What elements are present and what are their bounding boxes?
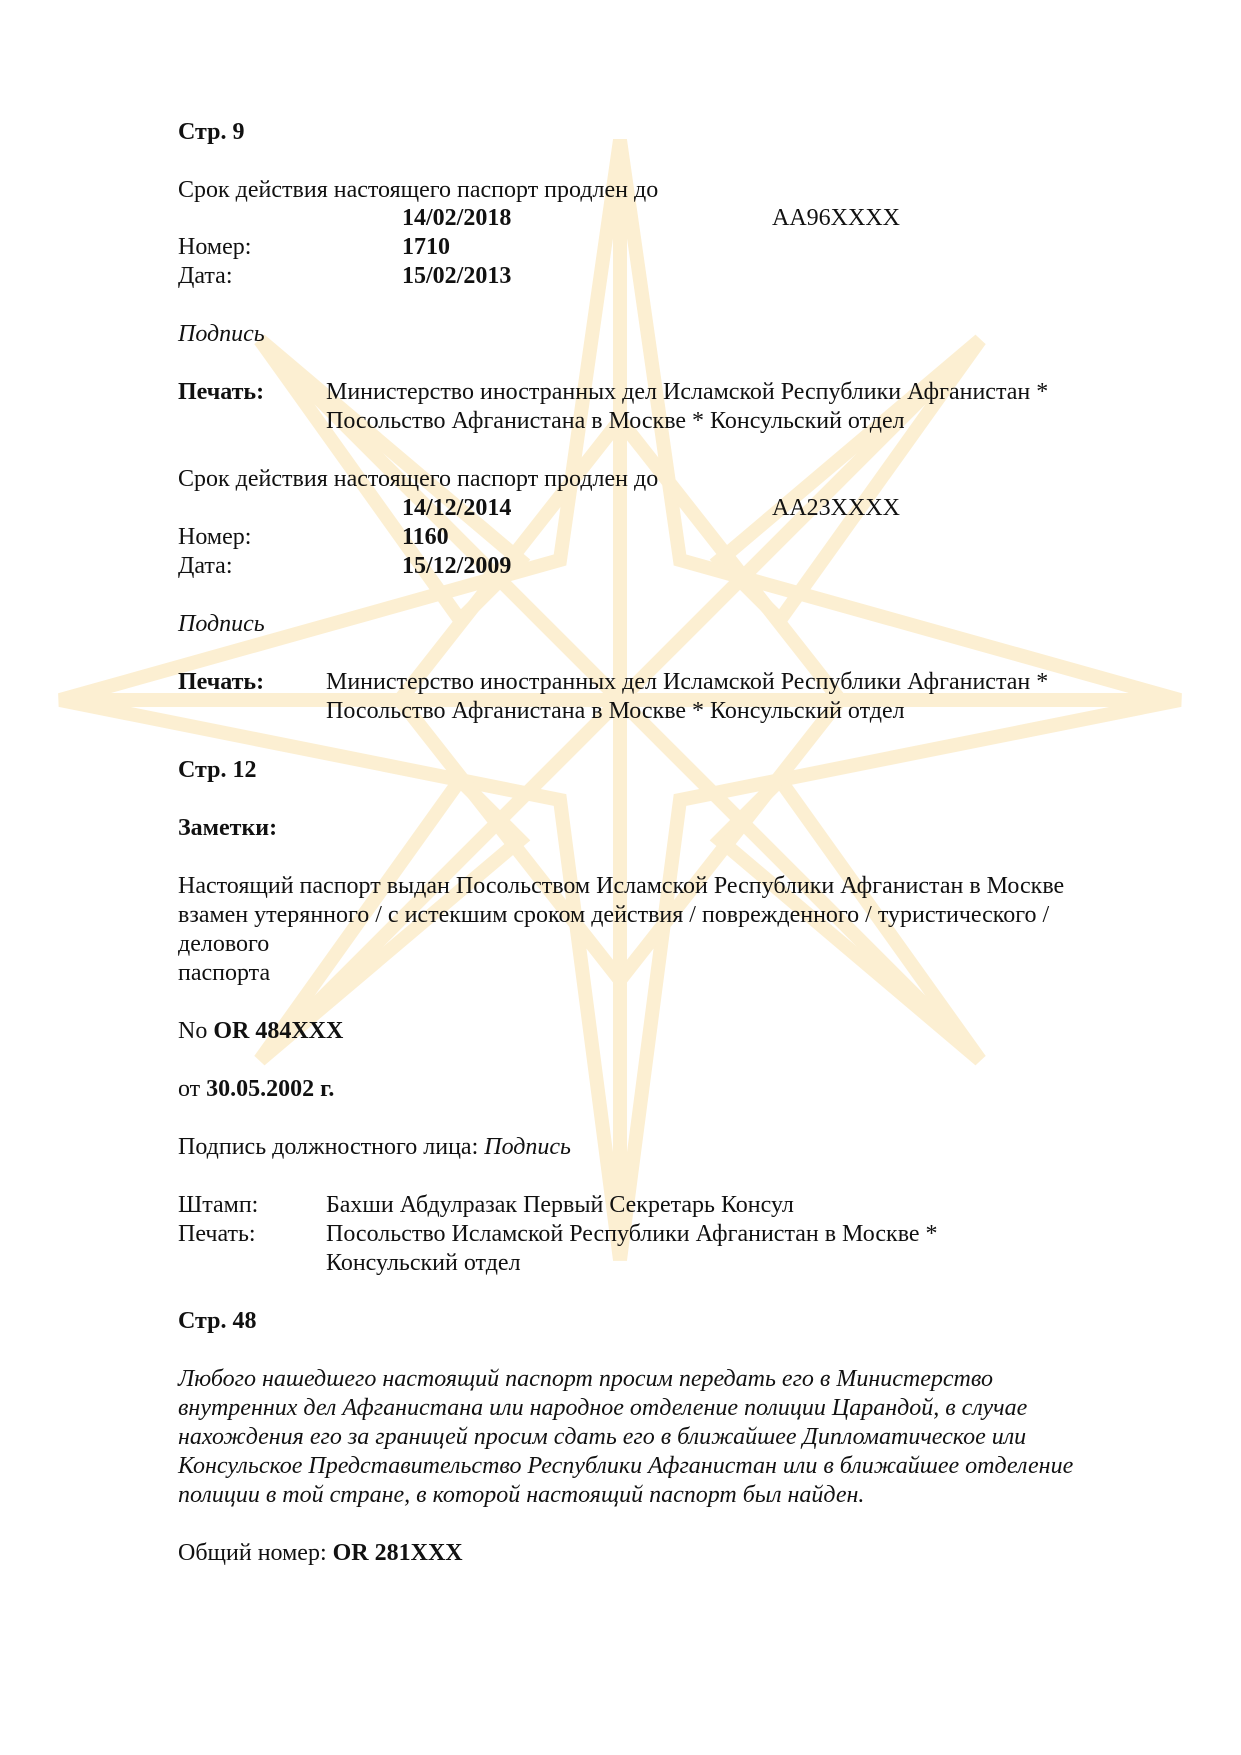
ext1-seal-line1: Министерство иностранных дел Исламской Республики Афганистан * xyxy=(326,379,1049,405)
ext1-number: 1710 xyxy=(402,234,450,260)
stamp-label: Штамп: xyxy=(178,1192,259,1218)
notes-line: взамен утерянного / с истекшим сроком действия / поврежденного / туристического / xyxy=(178,902,1050,928)
ext2-date-label: Дата: xyxy=(178,553,233,579)
ext2-date: 15/12/2009 xyxy=(402,553,512,579)
old-passport-number xyxy=(178,1017,343,1045)
ext1-intro: Срок действия настоящего паспорт продлен до xyxy=(178,177,659,203)
page48-heading: Стр. 48 xyxy=(178,1308,257,1334)
ext1-date: 15/02/2013 xyxy=(402,263,512,289)
from-prefix: от xyxy=(178,1076,201,1102)
ext2-number: 1160 xyxy=(402,524,449,550)
ext1-date-label: Дата: xyxy=(178,263,233,289)
finder-paragraph-line: Консульское Представительство Республики Афганистан или в ближайшее отделение xyxy=(178,1453,1074,1479)
ext1-code: AA96XXXX xyxy=(772,205,900,231)
finder-paragraph-line: полиции в той стране, в которой настоящий паспорт был найден. xyxy=(178,1482,865,1508)
finder-paragraph-line: нахождения его за границей просим сдать его в ближайшее Дипломатическое или xyxy=(178,1424,1027,1450)
no-prefix: No xyxy=(178,1018,208,1044)
official-sig-label: Подпись должностного лица: xyxy=(178,1134,479,1160)
ext1-seal-line2: Посольство Афганистана в Москве * Консульский отдел xyxy=(326,408,905,434)
ext2-intro: Срок действия настоящего паспорт продлен до xyxy=(178,466,659,492)
ext1-until-date: 14/02/2018 xyxy=(402,205,512,231)
page9-heading: Стр. 9 xyxy=(178,119,245,145)
notes-line: паспорта xyxy=(178,960,271,986)
ext2-seal-line2: Посольство Афганистана в Москве * Консульский отдел xyxy=(326,698,905,724)
p12-seal-line2: Консульский отдел xyxy=(326,1250,521,1276)
ext2-signature: Подпись xyxy=(178,611,265,637)
finder-paragraph-line: Любого нашедшего настоящий паспорт просим передать его в Министерство xyxy=(178,1366,993,1392)
ext1-number-label: Номер: xyxy=(178,234,252,260)
old-passport-date xyxy=(178,1075,334,1103)
stamp-value: Бахши Абдулразак Первый Секретарь Консул xyxy=(326,1192,794,1218)
general-number xyxy=(178,1539,463,1567)
page12-heading: Стр. 12 xyxy=(178,757,257,783)
ext2-seal-label: Печать: xyxy=(178,669,265,695)
notes-label: Заметки: xyxy=(178,815,278,841)
no-value: OR 484XXX xyxy=(213,1018,344,1044)
general-number-label: Общий номер: xyxy=(178,1540,327,1566)
finder-paragraph-line: внутренних дел Афганистана или народное отделение полиции Царандой, в случае xyxy=(178,1395,1028,1421)
ext2-seal-line1: Министерство иностранных дел Исламской Республики Афганистан * xyxy=(326,669,1049,695)
ext2-until-date: 14/12/2014 xyxy=(402,495,512,521)
p12-seal-label: Печать: xyxy=(178,1221,256,1247)
from-value: 30.05.2002 г. xyxy=(206,1076,335,1102)
official-sig-value: Подпись xyxy=(484,1134,571,1160)
official-signature xyxy=(178,1133,571,1161)
ext2-code: AA23XXXX xyxy=(772,495,900,521)
general-number-value: OR 281XXX xyxy=(332,1540,463,1566)
ext1-seal-label: Печать: xyxy=(178,379,265,405)
p12-seal-line1: Посольство Исламской Республики Афганистан в Москве * xyxy=(326,1221,938,1247)
notes-line: Настоящий паспорт выдан Посольством Исламской Республики Афганистан в Москве xyxy=(178,873,1065,899)
notes-line: делового xyxy=(178,931,270,957)
ext1-signature: Подпись xyxy=(178,321,265,347)
ext2-number-label: Номер: xyxy=(178,524,252,550)
